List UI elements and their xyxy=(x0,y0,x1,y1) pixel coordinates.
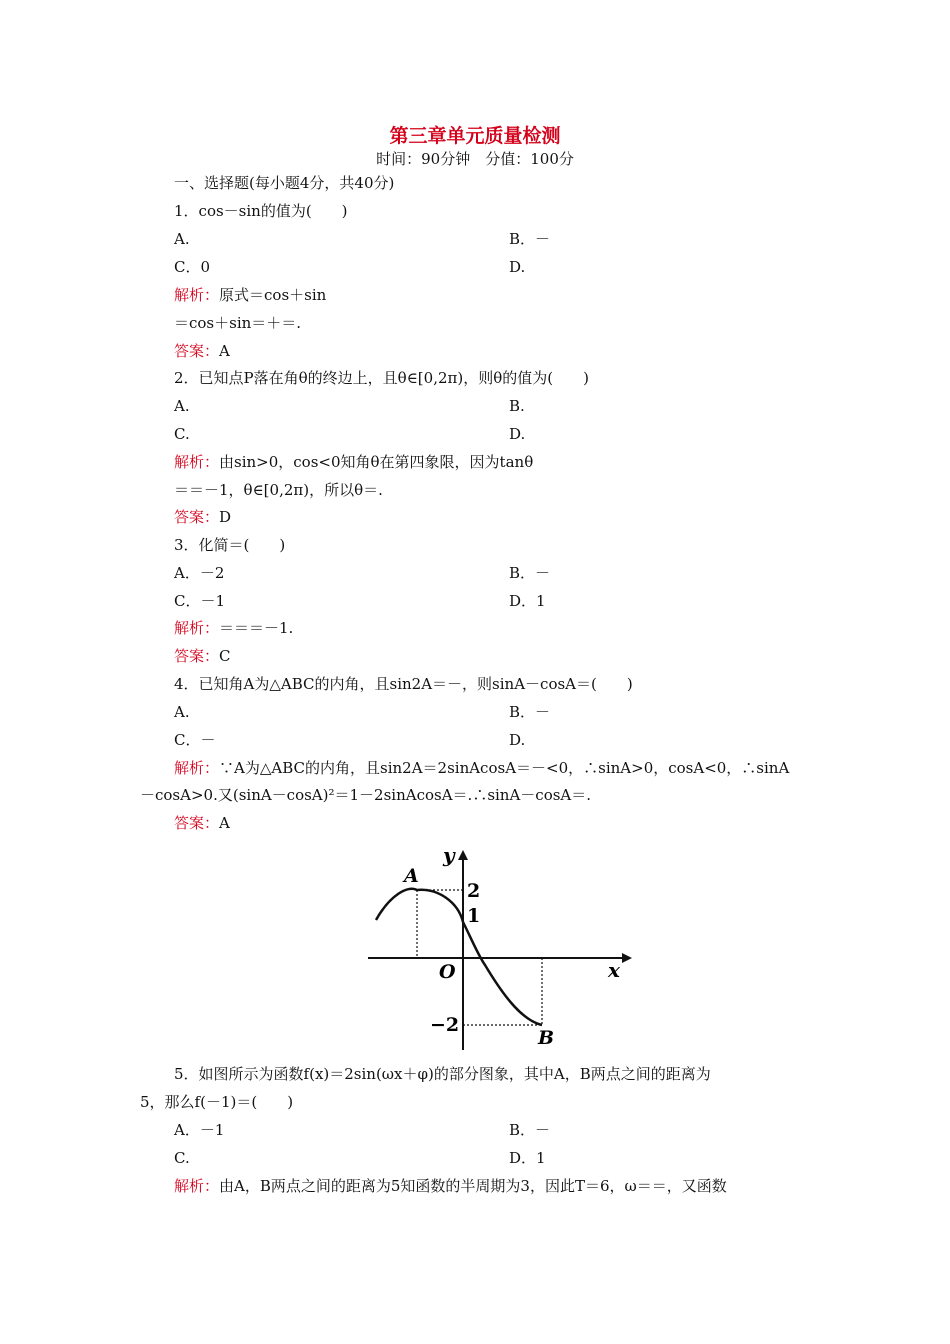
q3-analysis xyxy=(174,618,293,638)
q1-option-a: A. xyxy=(174,230,190,248)
q1-analysis-cont: ＝cos＋sin＝＋＝. xyxy=(174,314,302,332)
q1-analysis xyxy=(174,285,326,305)
q4-option-a: A. xyxy=(174,703,190,721)
x-axis-label: x xyxy=(608,958,620,982)
question-3-stem: 3．化简＝( ) xyxy=(174,536,286,554)
q1-option-d: D. xyxy=(509,258,526,276)
q4-answer-value: A xyxy=(219,814,230,832)
q4-option-d: D. xyxy=(509,731,526,749)
q4-option-b: B．－ xyxy=(509,703,551,721)
q4-analysis-text: ∵A为△ABC的内角，且sin2A＝2sinAcosA＝－<0，∴sinA>0，cosA<0，∴sinA xyxy=(219,759,790,777)
q1-analysis-text: 原式＝cos＋sin xyxy=(219,286,327,304)
analysis-label: 解析： xyxy=(174,1177,220,1195)
q2-analysis-cont: ＝＝－1，θ∈[0,2π)，所以θ＝. xyxy=(174,481,383,499)
question-2-stem: 2．已知点P落在角θ的终边上，且θ∈[0,2π)，则θ的值为( ) xyxy=(174,369,589,387)
point-a-label: A xyxy=(404,865,419,887)
q3-option-c: C．－1 xyxy=(174,592,226,610)
tick-1-label: 1 xyxy=(467,905,481,927)
q3-option-b: B．－ xyxy=(509,564,551,582)
q5-analysis-text: 由A，B两点之间的距离为5知函数的半周期为3，因此T＝6，ω＝＝，又函数 xyxy=(219,1177,727,1195)
tick-2-label: 2 xyxy=(467,880,481,902)
q1-answer xyxy=(174,341,230,361)
tick-neg2-label: −2 xyxy=(430,1014,460,1036)
origin-label: O xyxy=(439,961,456,983)
q1-option-b: B．－ xyxy=(509,230,551,248)
question-1-stem: 1．cos－sin的值为( ) xyxy=(174,202,348,220)
analysis-label: 解析： xyxy=(174,619,220,637)
q2-analysis xyxy=(174,452,533,472)
q2-answer-value: D xyxy=(219,508,232,526)
question-5-stem-cont: 5，那么f(－1)＝( ) xyxy=(140,1093,294,1111)
section-heading: 一、选择题(每小题4分，共40分) xyxy=(174,174,395,192)
q3-answer xyxy=(174,646,231,666)
x-axis-arrow xyxy=(622,953,632,963)
q5-option-c: C. xyxy=(174,1149,190,1167)
q2-answer xyxy=(174,507,231,527)
q1-option-c: C．0 xyxy=(174,258,211,276)
y-axis-label: y xyxy=(443,843,455,867)
exam-info: 时间：90分钟 分值：100分 xyxy=(376,150,574,168)
q5-option-d: D．1 xyxy=(509,1149,546,1167)
answer-label: 答案： xyxy=(174,814,220,832)
q4-analysis xyxy=(174,758,789,778)
q2-option-a: A. xyxy=(174,397,190,415)
analysis-label: 解析： xyxy=(174,453,220,471)
function-graph-figure xyxy=(360,840,640,1055)
page-title: 第三章单元质量检测 xyxy=(389,125,561,147)
q3-option-a: A．－2 xyxy=(174,564,225,582)
analysis-label: 解析： xyxy=(174,286,220,304)
point-b-label: B xyxy=(538,1027,555,1049)
answer-label: 答案： xyxy=(174,647,220,665)
analysis-label: 解析： xyxy=(174,759,220,777)
answer-label: 答案： xyxy=(174,342,220,360)
answer-label: 答案： xyxy=(174,508,220,526)
q3-answer-value: C xyxy=(219,647,231,665)
q4-option-c: C．－ xyxy=(174,731,216,749)
sine-curve xyxy=(376,889,542,1025)
q3-analysis-text: ＝＝＝－1. xyxy=(219,619,294,637)
question-5-stem: 5．如图所示为函数f(x)＝2sin(ωx＋φ)的部分图象，其中A，B两点之间的距离为 xyxy=(174,1065,711,1083)
q2-analysis-text: 由sin>0，cos<0知角θ在第四象限，因为tanθ xyxy=(219,453,534,471)
q1-answer-value: A xyxy=(219,342,230,360)
q5-analysis xyxy=(174,1176,727,1196)
y-axis-arrow xyxy=(458,850,468,860)
question-4-stem: 4．已知角A为△ABC的内角，且sin2A＝－，则sinA－cosA＝( ) xyxy=(174,675,633,693)
q3-option-d: D．1 xyxy=(509,592,546,610)
q2-option-b: B. xyxy=(509,397,525,415)
q2-option-c: C. xyxy=(174,425,190,443)
q5-option-b: B．－ xyxy=(509,1121,551,1139)
q4-analysis-cont: －cosA>0.又(sinA－cosA)²＝1－2sinAcosA＝.∴sinA－cosA＝. xyxy=(140,786,592,804)
q5-option-a: A．－1 xyxy=(174,1121,225,1139)
q4-answer xyxy=(174,813,230,833)
q2-option-d: D. xyxy=(509,425,526,443)
